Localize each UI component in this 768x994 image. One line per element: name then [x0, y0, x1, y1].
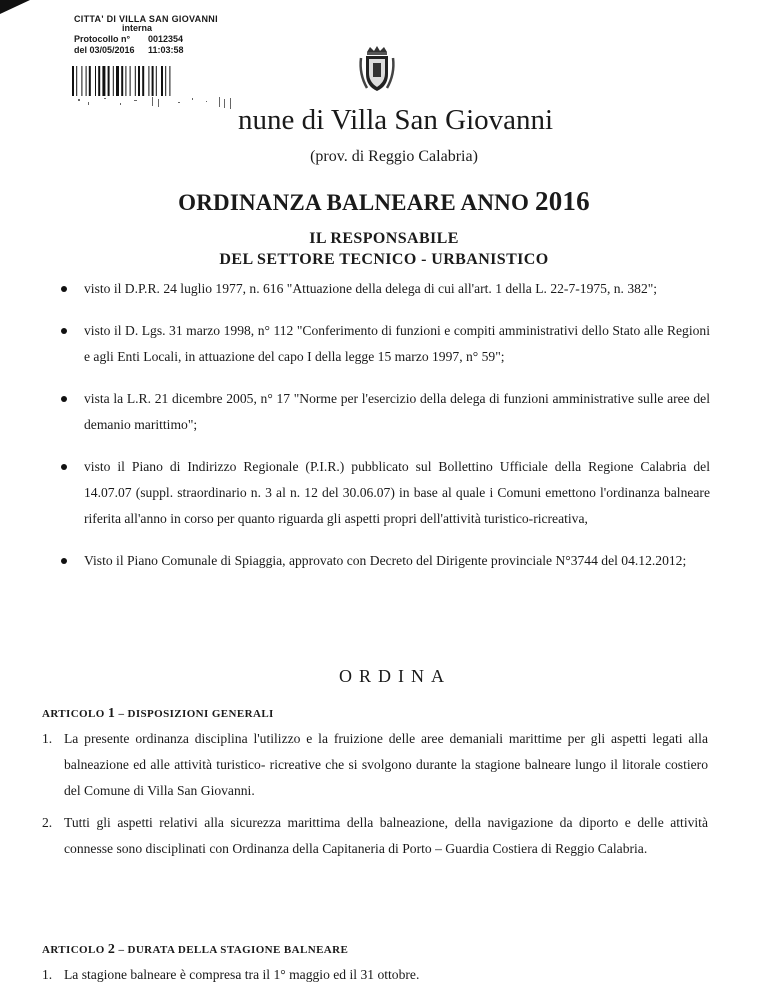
- premise-item: visto il Piano di Indirizzo Regionale (P.I.R.) pubblicato sul Bollettino Ufficiale della Regione Calabria del 14.07.07 (suppl. straordinario n. 3 al n. 12 del 30.06.07) in base al quale i Comuni emettono l'ordinanza balneare riferita all'anno in corso per quanto riguarda gli aspetti propri dell'attività turistico-ricreativa,: [84, 454, 710, 532]
- premise-item: visto il D.P.R. 24 luglio 1977, n. 616 "Attuazione della delega di cui all'art. 1 della L. 22-7-1975, n. 382";: [84, 276, 710, 302]
- clause-number: 2.: [42, 815, 53, 830]
- clause-text: La presente ordinanza disciplina l'utilizzo e la fruizione delle aree demaniali marittime per gli aspetti legati alla balneazione ed alle attività turistico- ricreative che si svolgono durante la stagione balneare lungo il litorale costiero del Comune di Villa San Giovanni.: [64, 731, 708, 798]
- article-prefix: ARTICOLO: [42, 944, 105, 956]
- scan-noise: [74, 96, 239, 110]
- ordinance-year: 2016: [535, 186, 590, 216]
- coat-of-arms-icon: [357, 44, 397, 94]
- clause-item: [42, 810, 708, 862]
- ordinance-title: [0, 186, 768, 217]
- ordina-heading: ORDINA: [339, 666, 451, 686]
- legal-premises-list: [84, 276, 710, 590]
- protocol-stamp: [74, 14, 244, 55]
- province-name: (prov. di Reggio Calabria): [310, 148, 478, 165]
- issuer-heading-line2: DEL SETTORE TECNICO - URBANISTICO: [219, 251, 549, 268]
- stamp-date-row: [74, 45, 244, 55]
- stamp-city: CITTA' DI VILLA SAN GIOVANNI: [74, 14, 218, 24]
- article-number: 2: [107, 942, 116, 957]
- article-2-heading: [42, 942, 348, 958]
- stamp-type: interna: [122, 23, 153, 33]
- premise-item: Visto il Piano Comunale di Spiaggia, approvato con Decreto del Dirigente provinciale N°3744 del 04.12.2012;: [84, 548, 710, 574]
- article-2-clauses: [42, 962, 708, 988]
- stamp-protocol-label: Protocollo n°: [74, 34, 131, 44]
- stamp-date: del 03/05/2016: [74, 45, 135, 55]
- article-title: – DISPOSIZIONI GENERALI: [118, 708, 274, 720]
- clause-text: Tutti gli aspetti relativi alla sicurezza marittima della balneazione, della navigazione da diporto e delle attività connesse sono disciplinati con Ordinanza della Capitaneria di Porto – Guardia Costiera di Reggio Calabria.: [64, 815, 708, 856]
- article-prefix: ARTICOLO: [42, 708, 105, 720]
- ordinance-title-text: ORDINANZA BALNEARE ANNO: [178, 190, 530, 215]
- clause-text: La stagione balneare è compresa tra il 1° maggio ed il 31 ottobre.: [64, 967, 420, 982]
- municipality-name: nune di Villa San Giovanni: [238, 104, 554, 136]
- premise-item: visto il D. Lgs. 31 marzo 1998, n° 112 "Conferimento di funzioni e compiti amministrativi dello Stato alle Regioni e agli Enti Locali, in attuazione del capo I della legge 15 marzo 1997, n° 59";: [84, 318, 710, 370]
- clause-number: 1.: [42, 967, 53, 982]
- article-title: – DURATA DELLA STAGIONE BALNEARE: [118, 944, 349, 956]
- issuer-heading: [0, 228, 768, 270]
- stamp-protocol-row: [74, 34, 244, 44]
- stamp-time: 11:03:58: [148, 45, 184, 55]
- barcode: [70, 66, 240, 96]
- clause-number: 1.: [42, 731, 53, 746]
- stamp-protocol-number: 0012354: [148, 34, 184, 44]
- article-1-clauses: [42, 726, 708, 862]
- clause-item: [42, 962, 708, 988]
- article-number: 1: [107, 706, 116, 721]
- issuer-heading-line1: IL RESPONSABILE: [309, 230, 459, 247]
- article-1-heading: [42, 706, 274, 722]
- premise-item: vista la L.R. 21 dicembre 2005, n° 17 "Norme per l'esercizio della delega di funzioni amministrative sulle aree del demanio marittimo";: [84, 386, 710, 438]
- clause-item: [42, 726, 708, 804]
- corner-mark: [0, 0, 30, 14]
